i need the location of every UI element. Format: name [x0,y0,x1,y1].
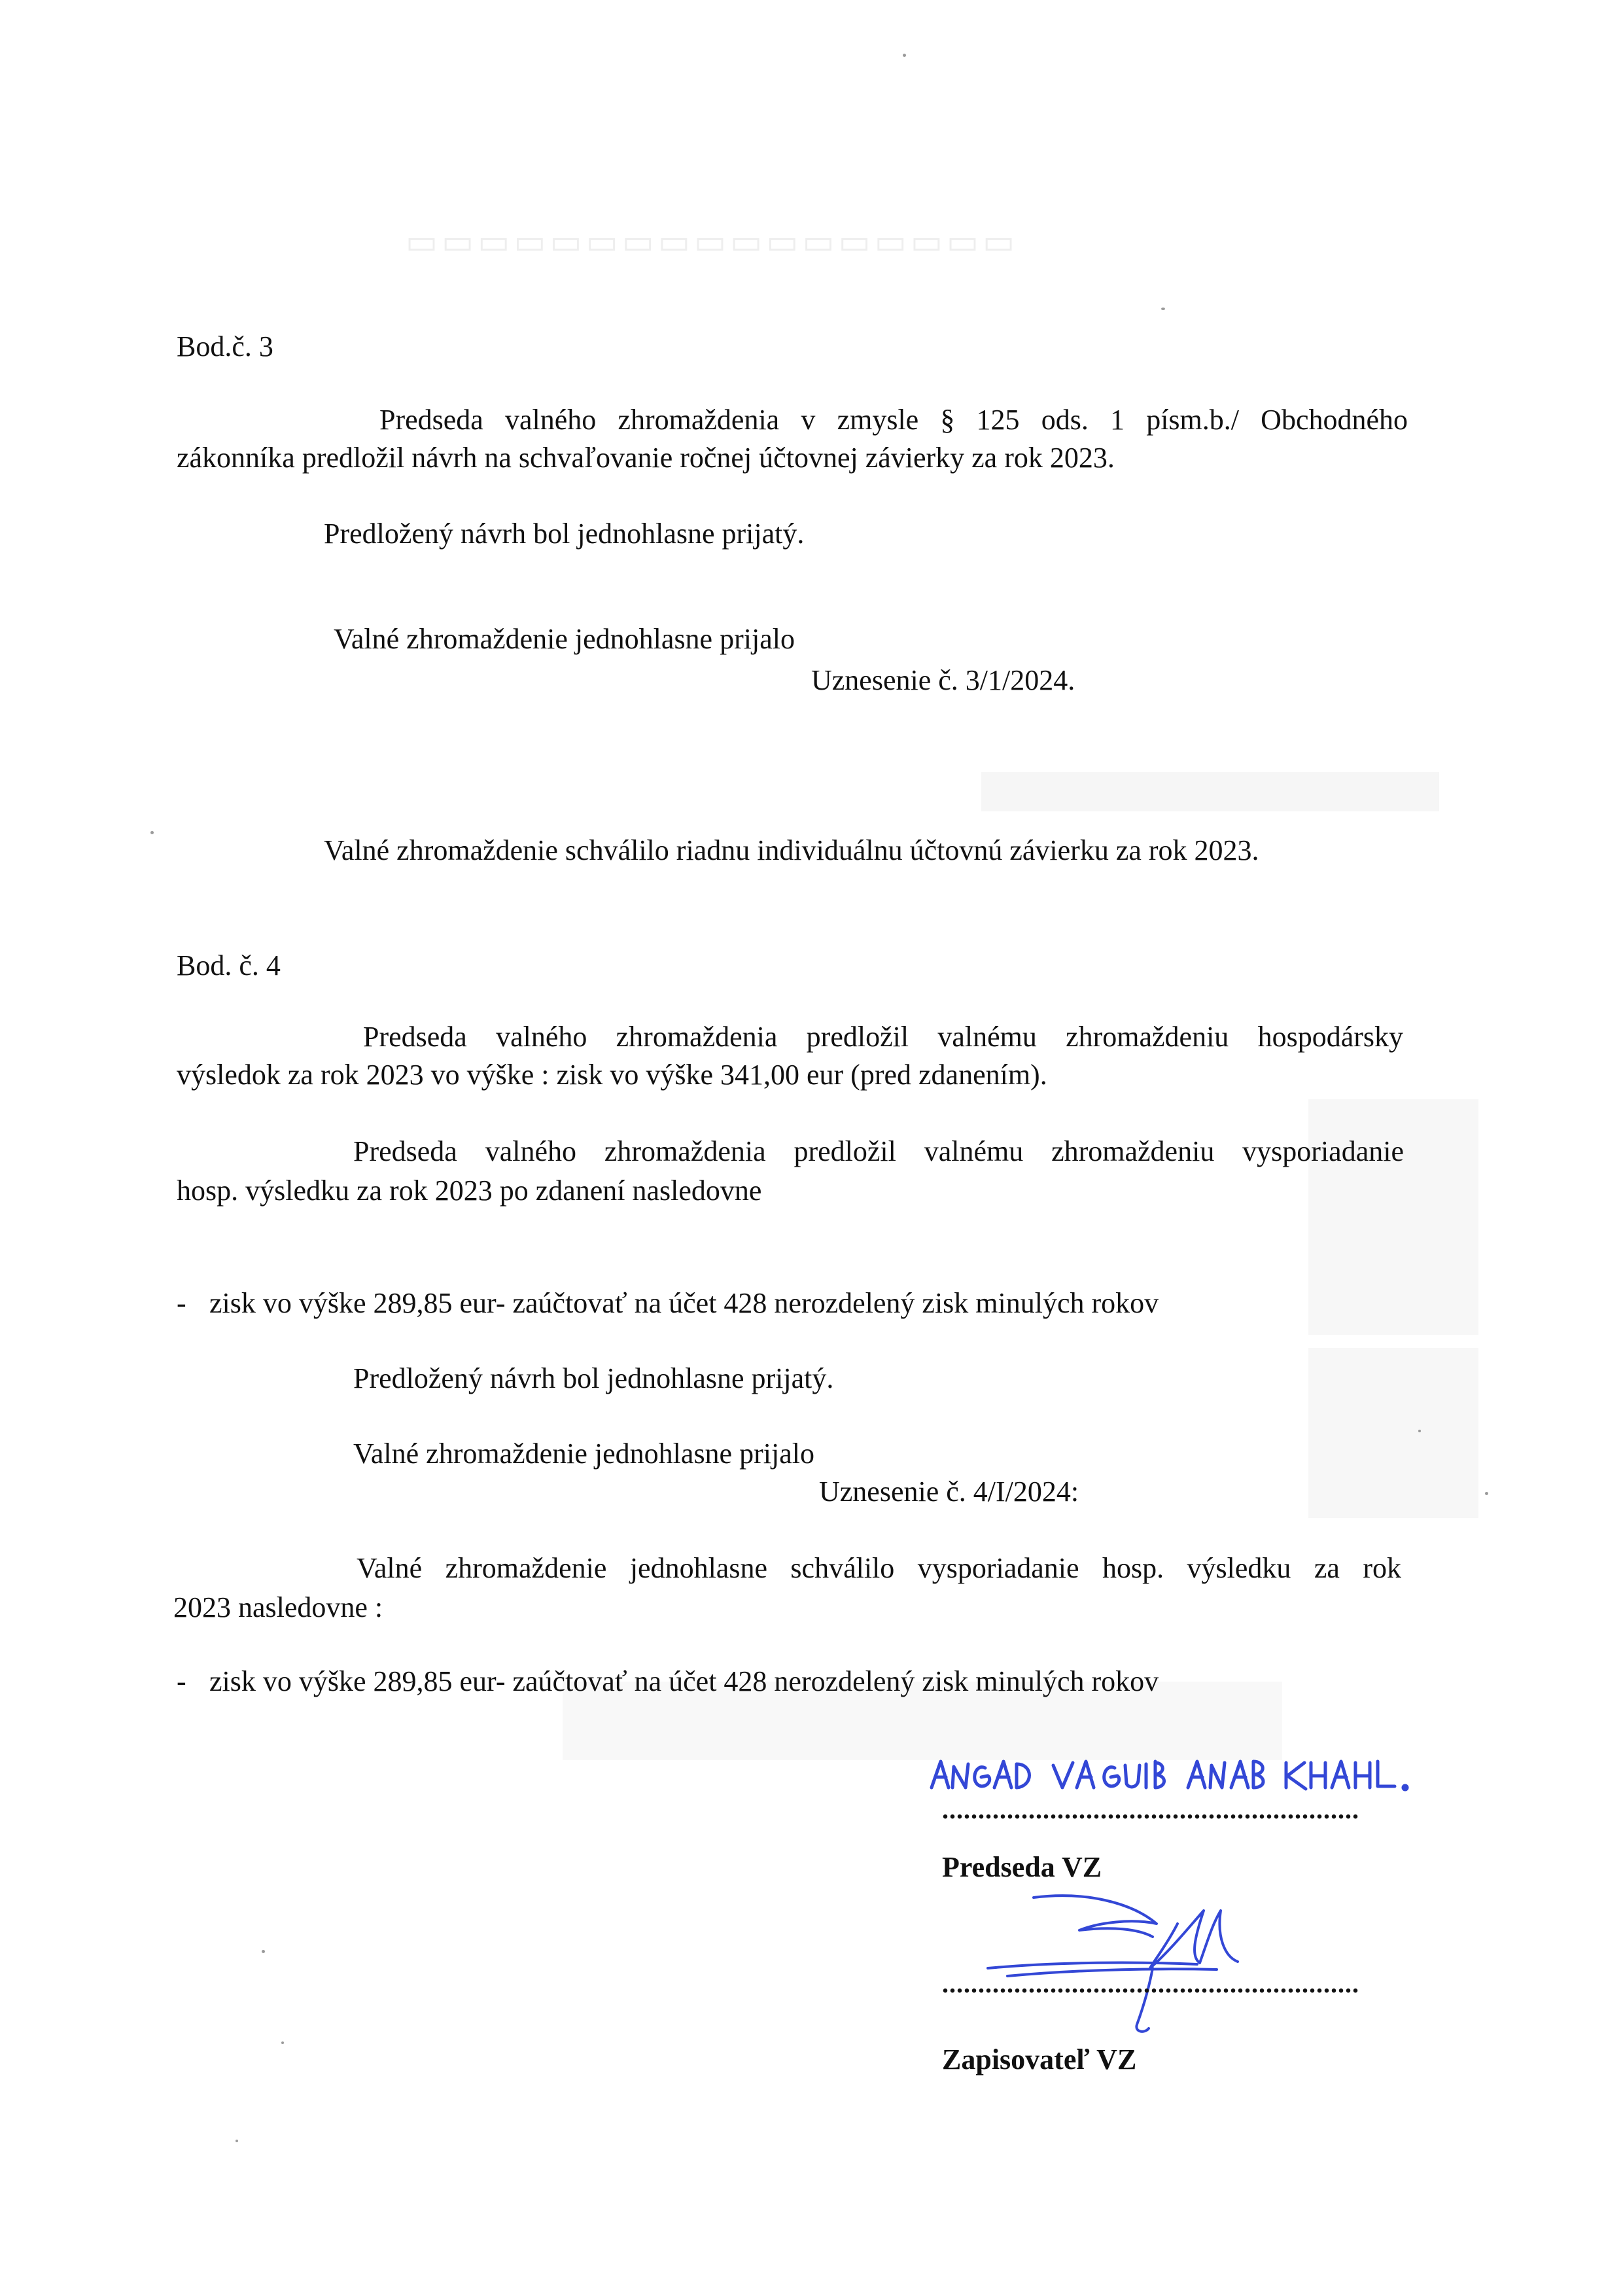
bleed-through-block [1308,1348,1478,1518]
section-4-list-dash-1: - [177,1287,186,1319]
section-3-statement: Valné zhromaždenie schválilo riadnu individuálnu účtovnú závierku za rok 2023. [324,834,1259,866]
scan-speck [1418,1430,1421,1432]
section-4-list-item-2: zisk vo výške 289,85 eur- zaúčtovať na účet 428 nerozdelený zisk minulých rokov [209,1665,1159,1697]
scan-speck [236,2140,238,2142]
section-4-list-item-1: zisk vo výške 289,85 eur- zaúčtovať na účet 428 nerozdelený zisk minulých rokov [209,1287,1159,1319]
scan-speck [1161,308,1165,310]
section-4-list-dash-2: - [177,1665,186,1697]
section-3-approved-text: Predložený návrh bol jednohlasne prijatý. [324,518,805,550]
recorder-signature-line: .......................................................... [942,1969,1359,1998]
section-4-paragraph-3-line-1: Valné zhromaždenie jednohlasne schválilo vysporiadanie hosp. výsledku za rok [357,1552,1401,1584]
section-4-paragraph-2-line-2: hosp. výsledku za rok 2023 po zdanení nasledovne [177,1174,762,1207]
section-4-paragraph-2-line-1: Predseda valného zhromaždenia predložil valnému zhromaždeniu vysporiadanie [353,1135,1404,1167]
section-4-paragraph-1-line-1: Predseda valného zhromaždenia predložil valnému zhromaždeniu hospodársky [363,1021,1403,1053]
scan-speck [262,1950,265,1953]
recorder-label: Zapisovateľ VZ [942,2043,1137,2075]
recorder-signature [981,1884,1256,2041]
section-3-resolution-number: Uznesenie č. 3/1/2024. [811,664,1075,696]
scan-speck [150,831,154,834]
section-4-paragraph-3-line-2: 2023 nasledovne : [173,1591,383,1623]
bleed-through-block [981,772,1439,811]
section-4-approved-text: Predložený návrh bol jednohlasne prijatý. [353,1362,834,1394]
section-3-heading: Bod.č. 3 [177,330,273,362]
section-4-paragraph-1-line-2: výsledok za rok 2023 vo výške : zisk vo výške 341,00 eur (pred zdanením). [177,1059,1047,1091]
section-4-assembly-text: Valné zhromaždenie jednohlasne prijalo [353,1438,814,1470]
section-3-assembly-text: Valné zhromaždenie jednohlasne prijalo [334,623,795,655]
section-4-resolution-number: Uznesenie č. 4/I/2024: [819,1475,1079,1508]
chair-signature-line: .......................................................... [942,1795,1359,1824]
scan-speck [903,54,906,57]
chair-label: Predseda VZ [942,1851,1102,1883]
section-3-paragraph-line-2: zákonníka predložil návrh na schvaľovanie ročnej účtovnej závierky za rok 2023. [177,442,1115,474]
section-4-heading: Bod. č. 4 [177,949,281,981]
section-3-paragraph-line-1: Predseda valného zhromaždenia v zmysle § 125 ods. 1 písm.b./ Obchodného [379,404,1408,436]
bleed-through-title: ▭▭▭▭▭▭▭▭▭▭▭▭▭▭▭▭▭ [406,224,1019,261]
scan-speck [281,2041,284,2044]
scan-speck [1485,1492,1488,1495]
